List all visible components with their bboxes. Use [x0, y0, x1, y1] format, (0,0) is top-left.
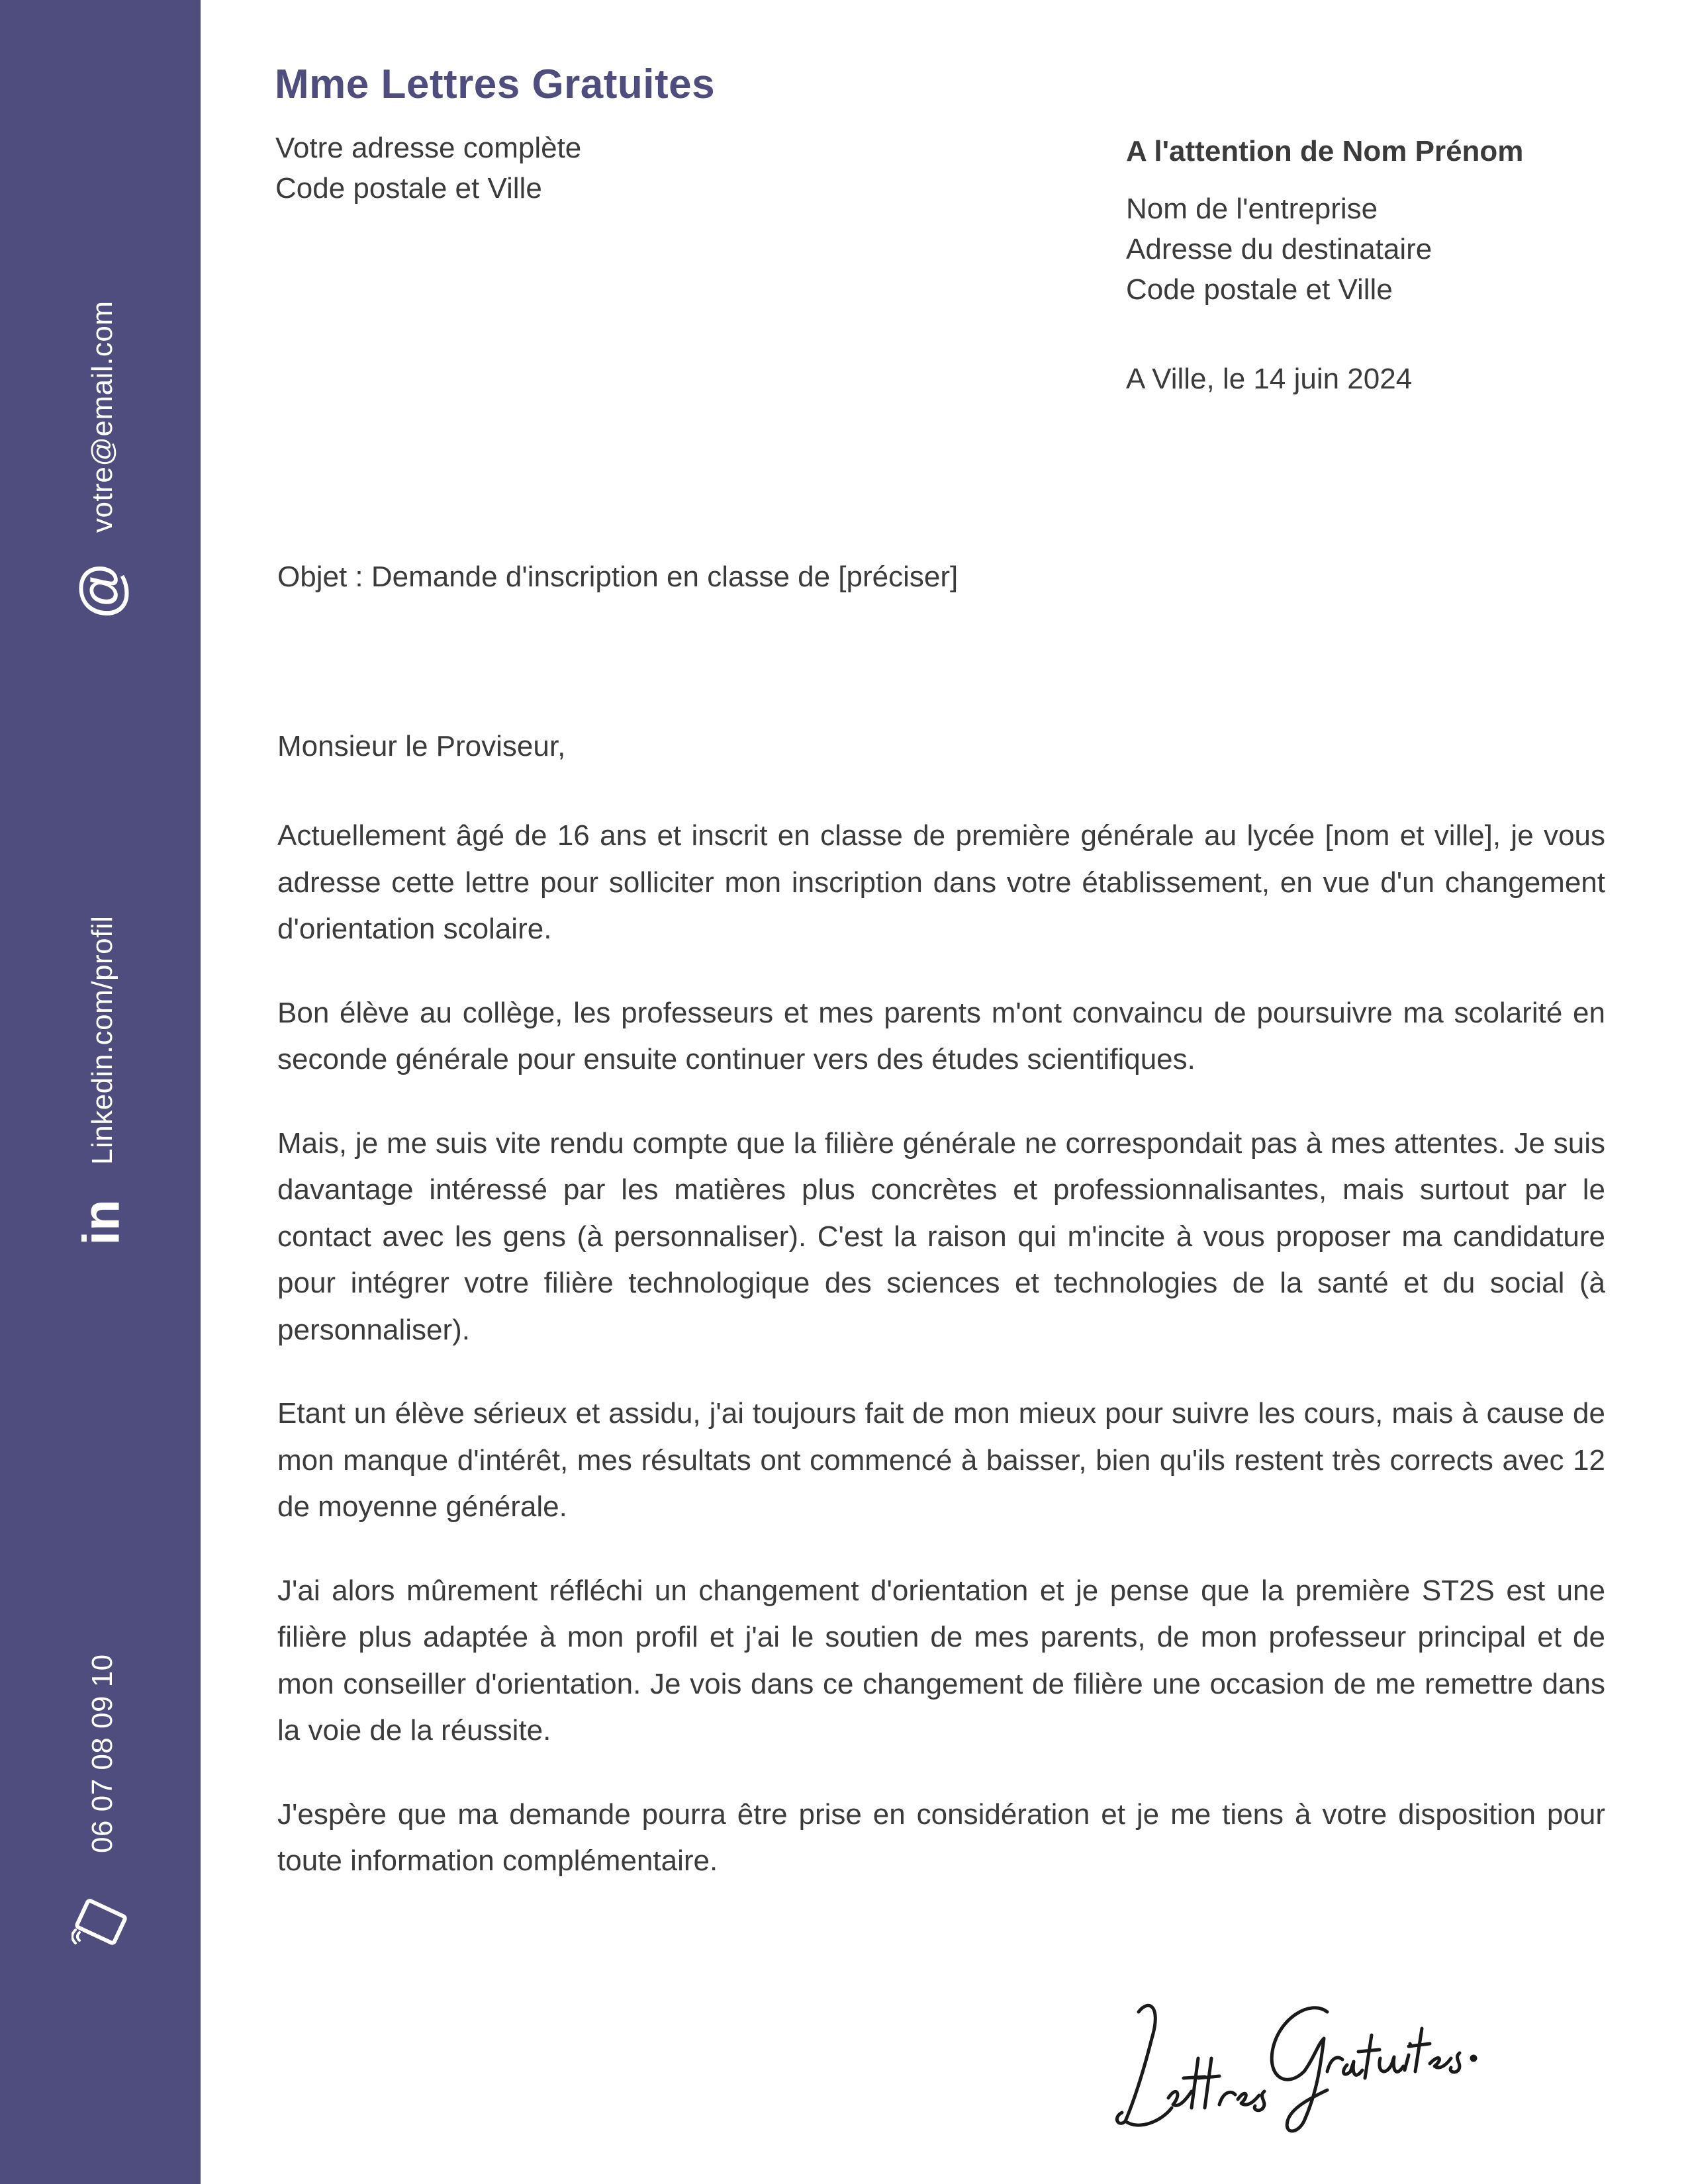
linkedin-icon: in	[71, 1199, 130, 1246]
recipient-company: Nom de l'entreprise	[1126, 193, 1378, 225]
recipient-block	[1126, 133, 1523, 399]
recipient-city: Code postale et Ville	[1126, 273, 1393, 306]
body-paragraph: Bon élève au collège, les professeurs et mes parents m'ont convaincu de poursuivre ma scolarité en seconde générale pour ensuite continuer vers des études scientifiques.	[277, 996, 1605, 1075]
sender-city: Code postale et Ville	[275, 172, 542, 205]
phone-icon	[71, 1891, 131, 1951]
recipient-address: Adresse du destinataire	[1126, 233, 1432, 265]
letter-date: A Ville, le 14 juin 2024	[1126, 363, 1413, 395]
sender-name: Mme Lettres Gratuites	[275, 62, 716, 107]
body-paragraph: J'ai alors mûrement réfléchi un changement d'orientation et je pense que la première ST2S est une filière plus adaptée à mon profil et j'ai le soutien de mes parents, de mon professeur principal et de mon conseiller d'orientation. Je vois dans ce changement de filière une occasion de me remettre dans la voie de la réussite.	[277, 1574, 1605, 1747]
body-paragraph: J'espère que ma demande pourra être prise en considération et je me tiens à votre disposition pour toute information complémentaire.	[277, 1797, 1605, 1877]
sender-address-block	[275, 128, 581, 208]
body-paragraph: Mais, je me suis vite rendu compte que la filière générale ne correspondait pas à mes attentes. Je suis davantage intéressé par les matières plus concrètes et professionnalisantes, mais surtout par le contact avec les gens (à personnaliser). C'est la raison qui m'incite à vous proposer ma candidature pour intégrer votre filière technologique des sciences et technologies de la santé et du social (à personnaliser).	[277, 1126, 1605, 1346]
letter-body	[277, 813, 1605, 1922]
linkedin-text[interactable]: Linkedin.com/profil	[86, 915, 118, 1165]
body-paragraph: Actuellement âgé de 16 ans et inscrit en classe de première générale au lycée [nom et ville], je vous adresse cette lettre pour solliciter mon inscription dans votre établissement, en vue d'un changement d'orientation scolaire.	[277, 819, 1605, 945]
letter-salutation: Monsieur le Proviseur,	[277, 730, 566, 762]
at-icon: @	[68, 563, 132, 619]
phone-text[interactable]: 06 07 08 09 10	[86, 1654, 118, 1853]
email-text[interactable]: votre@email.com	[86, 300, 118, 533]
sender-address: Votre adresse complète	[275, 132, 582, 164]
letter-subject: Objet : Demande d'inscription en classe de [préciser]	[277, 561, 959, 593]
contact-sidebar	[0, 0, 201, 2184]
handwritten-signature	[1099, 1972, 1483, 2144]
recipient-attention: A l'attention de Nom Prénom	[1126, 135, 1524, 167]
body-paragraph: Etant un élève sérieux et assidu, j'ai toujours fait de mon mieux pour suivre les cours, mais à cause de mon manque d'intérêt, mes résultats ont commencé à baisser, bien qu'ils restent très corrects avec 12 de moyenne générale.	[277, 1397, 1605, 1523]
